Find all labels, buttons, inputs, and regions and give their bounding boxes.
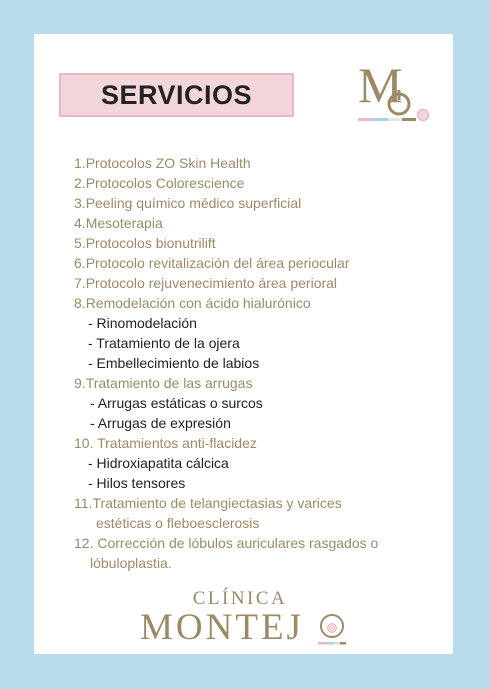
list-item: 11.Tratamiento de telangiectasias y varices	[74, 495, 342, 511]
list-item: 2.Protocolos Colorescience	[74, 175, 245, 191]
page-title: SERVICIOS	[100, 79, 253, 110]
sub-list-item: - Tratamiento de la ojera	[88, 335, 240, 351]
footer-montejo-text: MONTEJ	[140, 607, 304, 648]
footer-clinica-text: CLÍNICA	[192, 588, 288, 609]
list-item: 12. Corrección de lóbulos auriculares rasgados o	[74, 535, 379, 551]
list-item: 4.Mesoterapia	[74, 215, 163, 231]
sub-list-item: - Arrugas estáticas o surcos	[90, 395, 263, 411]
sub-list-item: - Rinomodelación	[88, 315, 197, 331]
list-item: 1.Protocolos ZO Skin Health	[74, 155, 251, 171]
sub-list-item: - Embellecimiento de labios	[88, 355, 260, 371]
clinic-o-mark-icon	[318, 610, 348, 650]
list-item-continuation: estéticas o fleboesclerosis	[96, 515, 260, 531]
list-item-continuation: lóbuloplastia.	[90, 555, 172, 571]
services-list	[74, 153, 444, 573]
list-item: 7.Protocolo rejuvenecimiento área perioral	[74, 275, 338, 291]
sub-list-item: - Hilos tensores	[88, 475, 186, 491]
clinic-footer-logo	[140, 588, 350, 650]
list-item: 10. Tratamientos anti-flacidez	[74, 435, 257, 451]
list-item: 5.Protocolos bionutrilift	[74, 235, 216, 251]
list-item: 6.Protocolo revitalización del área periocular	[74, 255, 350, 271]
svg-text:M: M	[358, 57, 403, 113]
services-card	[34, 34, 453, 654]
sub-list-item: - Hidroxiapatita cálcica	[88, 455, 229, 471]
clinic-monogram-logo	[356, 52, 438, 134]
list-item: 8.Remodelación con ácido hialurónico	[74, 295, 311, 311]
list-item: 9.Tratamiento de las arrugas	[74, 375, 253, 391]
list-item: 3.Peeling químico médico superficial	[74, 195, 302, 211]
sub-list-item: - Arrugas de expresión	[90, 415, 231, 431]
title-box	[59, 73, 294, 117]
